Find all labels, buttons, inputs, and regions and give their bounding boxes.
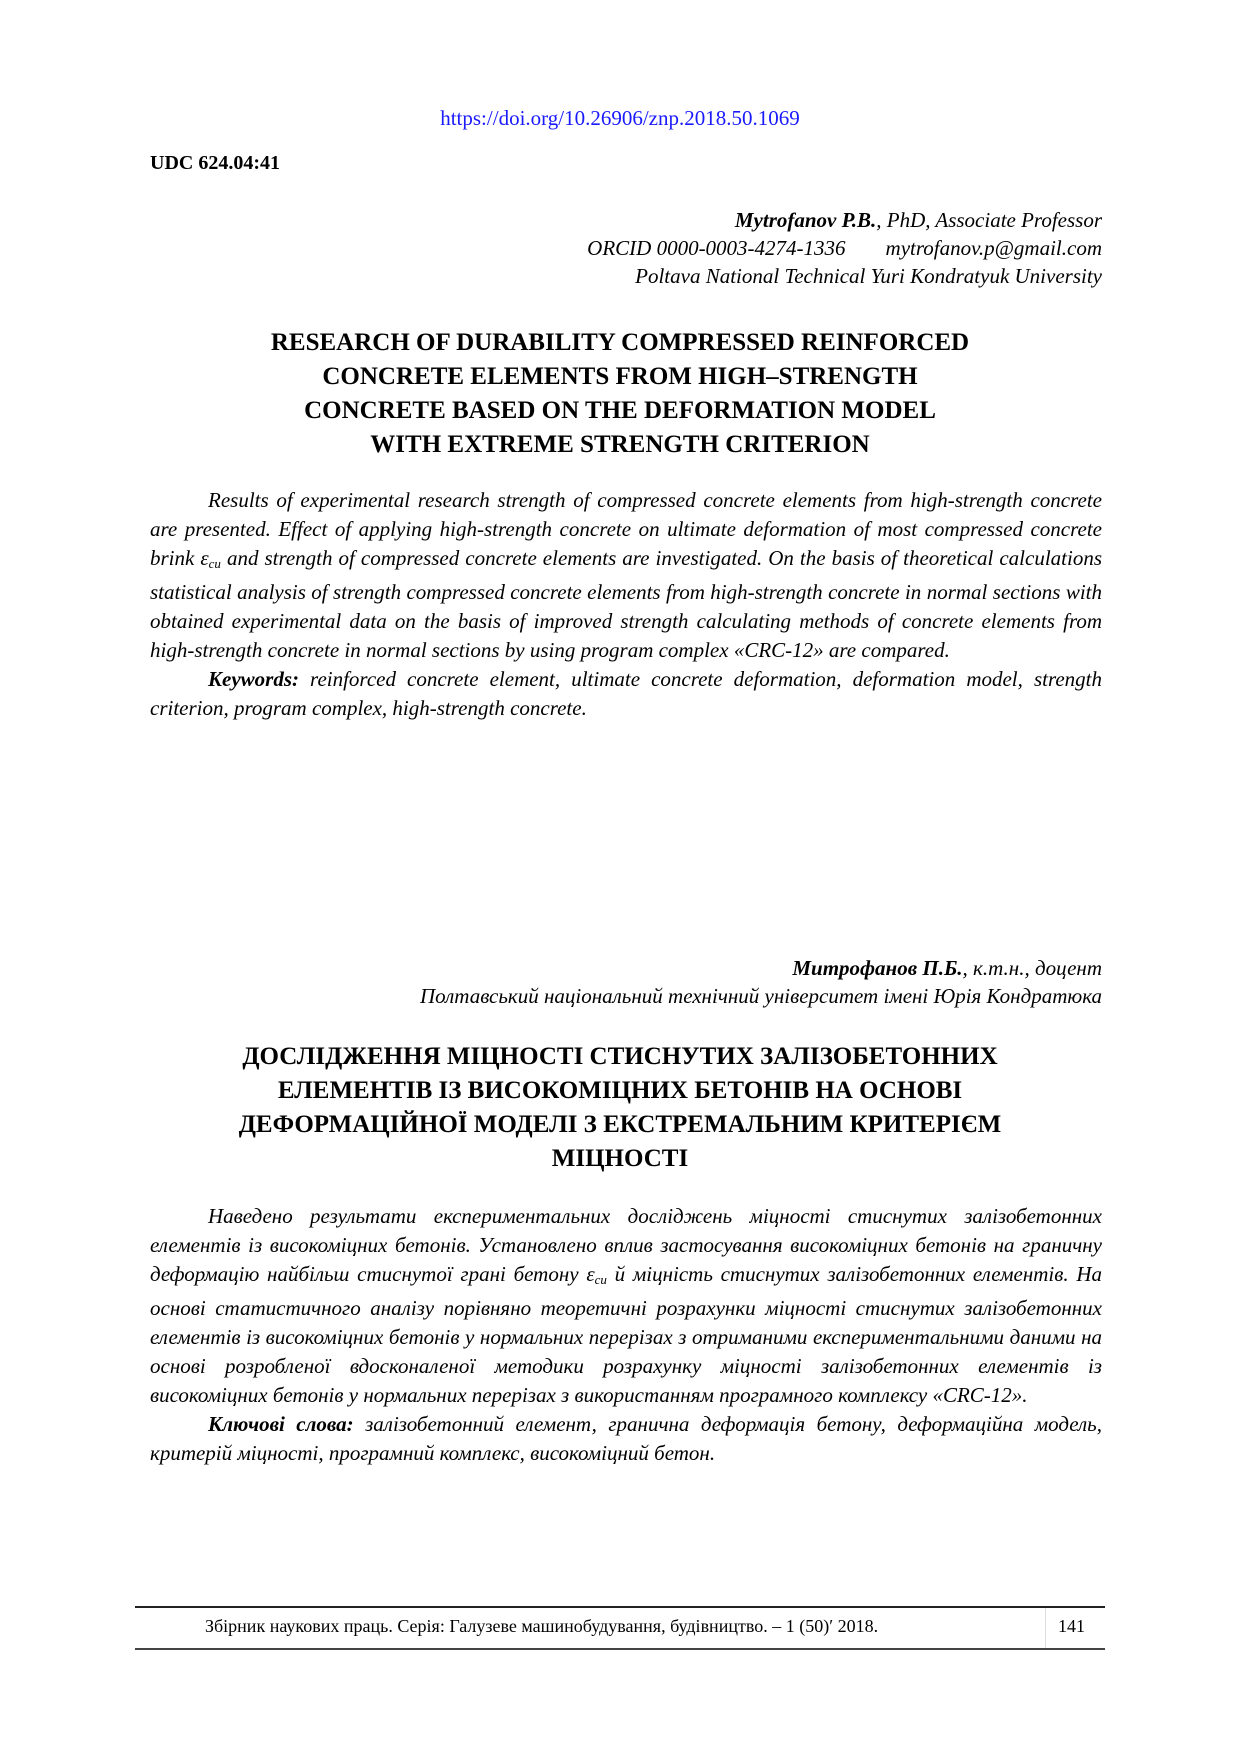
abstract-paragraph <box>150 486 1102 665</box>
keywords-text: reinforced concrete element, ultimate concrete deformation, deformation model, strength criterion, program complex, high-strength concrete. <box>150 667 1102 720</box>
footer-divider <box>1045 1608 1046 1648</box>
title-line: WITH EXTREME STRENGTH CRITERION <box>370 431 870 458</box>
abstract-text: Results of experimental research strength of compressed concrete elements from high-strength concrete are presented. Effect of applying high-strength concrete on ultimate deformation of most compressed concrete brink <box>150 488 1102 570</box>
title-line: ДЕФОРМАЦІЙНОЇ МОДЕЛІ З ЕКСТРЕМАЛЬНИМ КРИТЕРІЄМ <box>238 1111 1002 1138</box>
abstract-ua <box>150 1202 1102 1468</box>
title-line: МІЦНОСТІ <box>551 1145 689 1172</box>
abstract-paragraph <box>150 1202 1102 1410</box>
author-line <box>587 206 1102 234</box>
udc-code: UDC 624.04:41 <box>150 152 280 174</box>
epsilon-subscript: cu <box>208 556 221 571</box>
title-line: CONCRETE BASED ON THE DEFORMATION MODEL <box>304 397 936 424</box>
author-credentials: , к.т.н., доцент <box>962 956 1102 980</box>
author-orcid: ORCID 0000-0003-4274-1336 <box>587 236 846 260</box>
author-name: Митрофанов П.Б. <box>792 956 963 980</box>
epsilon-symbol: ε <box>200 546 209 570</box>
title-en <box>150 326 1090 462</box>
author-contact-line <box>587 234 1102 262</box>
author-block-ua <box>420 954 1102 1010</box>
abstract-text: й міцність стиснутих залізобетонних елементів. На основі статистичного аналізу порівняно теоретичні розрахунки міцності стиснутих залізобетонних елементів із високоміцних бетонів у нормальних перерізах з отриманими експериментальними даними на основі розробленої вдосконаленої методики розрахунку міцності залізобетонних елементів із високоміцних бетонів у нормальних перерізах з використанням програмного комплексу «CRC-12». <box>150 1262 1103 1407</box>
title-ua <box>150 1040 1090 1176</box>
page-footer <box>135 1606 1105 1650</box>
abstract-text: Наведено результати експериментальних досліджень міцності стиснутих залізобетонних елементів із високоміцних бетонів. Установлено вплив застосування високоміцних бетонів на граничну деформацію найбільш стиснутої грані бетону <box>150 1204 1102 1286</box>
keywords-text: залізобетонний елемент, гранична деформація бетону, деформаційна модель, критерій міцності, програмний комплекс, високоміцний бетон. <box>150 1412 1102 1465</box>
title-line: CONCRETE ELEMENTS FROM HIGH–STRENGTH <box>322 363 918 390</box>
abstract-text: and strength of compressed concrete elements are investigated. On the basis of theoretical calculations statistical analysis of strength compressed concrete elements from high-strength concrete in normal sections with obtained experimental data on the basis of improved strength calculating methods of concrete elements from high-strength concrete in normal sections by using program complex «CRC-12» are compared. <box>150 546 1103 662</box>
author-line <box>420 954 1102 982</box>
author-affiliation: Полтавський національний технічний університет імені Юрія Кондратюка <box>419 984 1102 1008</box>
epsilon-subscript: cu <box>594 1272 607 1287</box>
keywords-paragraph <box>150 665 1102 723</box>
journal-citation: Збірник наукових праць. Серія: Галузеве машинобудування, будівництво. – 1 (50)′ 2018. <box>205 1616 879 1636</box>
author-email: mytrofanov.p@gmail.com <box>885 236 1102 260</box>
epsilon-symbol: ε <box>586 1262 595 1286</box>
author-name: Mytrofanov P.B. <box>734 208 877 232</box>
author-credentials: , PhD, Associate Professor <box>876 208 1102 232</box>
abstract-en <box>150 486 1102 723</box>
keywords-label: Ключові слова: <box>208 1412 354 1436</box>
author-affiliation: Poltava National Technical Yuri Kondratyuk University <box>635 264 1102 288</box>
keywords-paragraph <box>150 1410 1102 1468</box>
title-line: ЕЛЕМЕНТІВ ІЗ ВИСОКОМІЦНИХ БЕТОНІВ НА ОСНОВІ <box>277 1077 963 1104</box>
title-line: ДОСЛІДЖЕННЯ МІЦНОСТІ СТИСНУТИХ ЗАЛІЗОБЕТОННИХ <box>242 1043 998 1070</box>
title-line: RESEARCH OF DURABILITY COMPRESSED REINFORCED <box>270 329 970 356</box>
author-block-en <box>587 206 1102 290</box>
keywords-label: Keywords: <box>208 667 299 691</box>
page-number: 141 <box>1058 1616 1085 1636</box>
doi-link[interactable]: https://doi.org/10.26906/znp.2018.50.1069 <box>440 106 800 130</box>
